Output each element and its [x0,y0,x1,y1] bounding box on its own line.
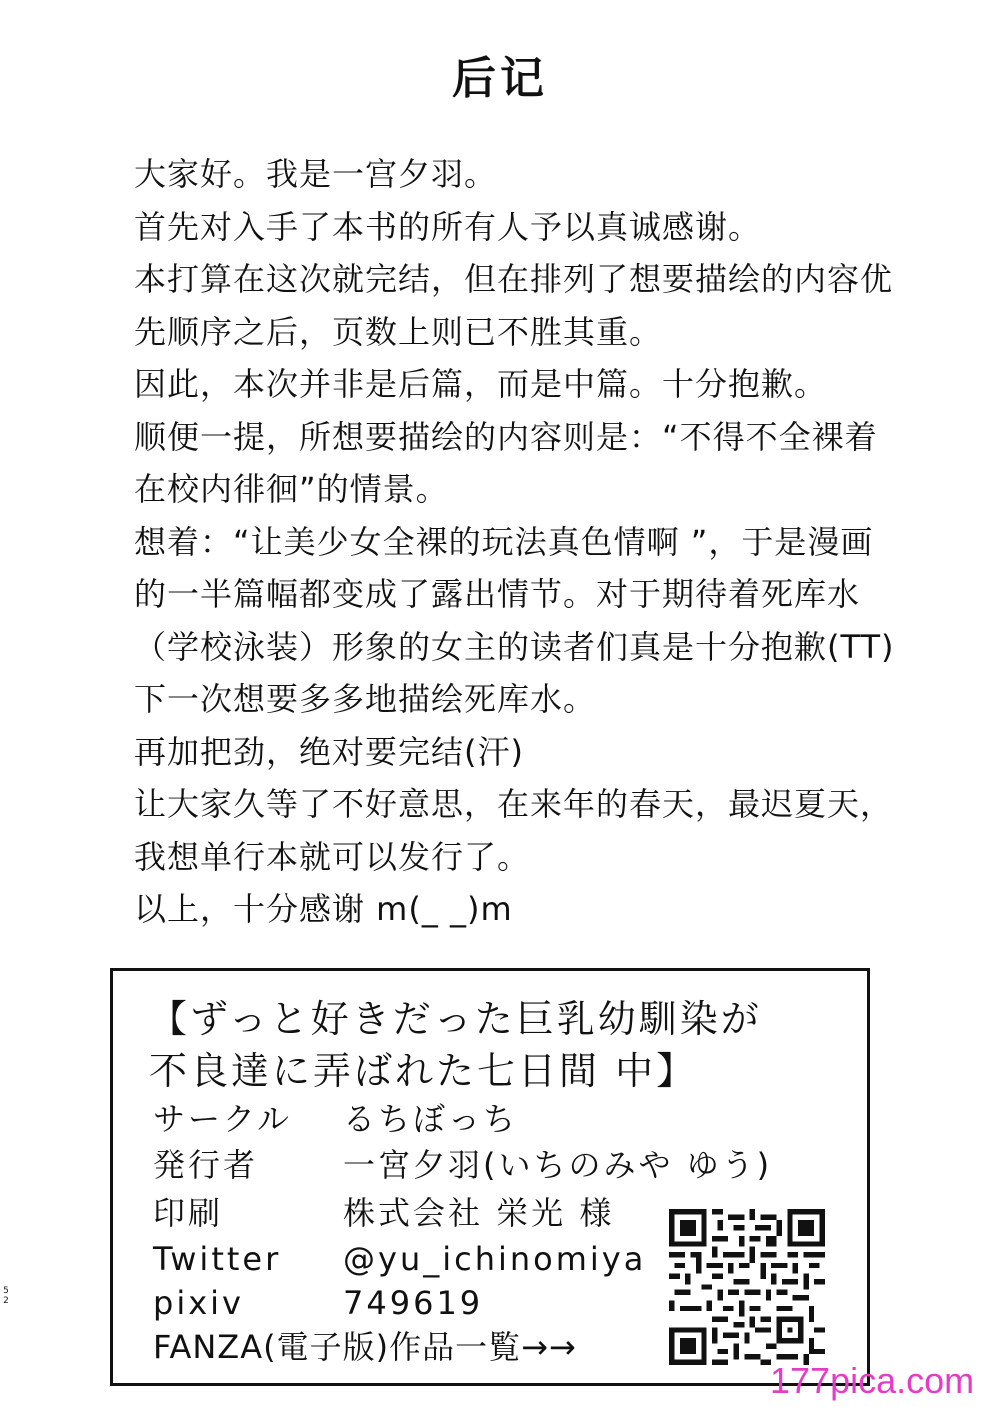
book-title-line: 不良達に弄ばれた七日間 中】 [149,1049,698,1093]
colophon-box [110,968,870,1386]
colophon-value: 株式会社 栄光 様 [343,1194,615,1232]
qr-code-icon [669,1209,825,1365]
afterword-line: 在校内徘徊”的情景。 [134,470,449,508]
afterword-line: 本打算在这次就完结，但在排列了想要描绘的内容优 [134,260,894,298]
book-title [149,993,762,1097]
afterword-line: 想着：“让美少女全裸的玩法真色情啊 ”，于是漫画 [134,522,874,561]
colophon-label: Twitter [153,1240,282,1278]
twitter-handle: @yu_ichinomiya [343,1240,647,1278]
afterword-line: 下一次想要多多地描绘死库水。 [134,680,597,718]
afterword-line: 的一半篇幅都变成了露出情节。对于期待着死库水 [134,575,861,613]
colophon-row-twitter [153,1239,646,1279]
afterword-line: 首先对入手了本书的所有人予以真诚感谢。 [134,207,762,246]
afterword-line: 再加把劲，绝对要完结(汗) [134,732,524,771]
afterword-line: 我想单行本就可以发行了。 [134,837,531,876]
pixiv-id: 749619 [343,1284,484,1322]
afterword-line: 大家好。我是一宫夕羽。 [134,155,498,193]
watermark: 177pica.com [770,1360,975,1401]
afterword-line: 让大家久等了不好意思，在来年的春天，最迟夏天， [134,785,894,823]
colophon-row-pixiv [153,1283,483,1323]
colophon-label: 印刷 [153,1194,224,1232]
afterword-text [134,148,974,936]
colophon-row-publisher [153,1145,772,1185]
colophon-value: 一宮夕羽(いちのみや ゆう) [343,1146,773,1184]
colophon-row-printer [153,1193,614,1233]
afterword-line: 因此，本次并非是后篇，而是中篇。十分抱歉。 [134,365,828,403]
colophon-row-circle [153,1099,518,1139]
colophon-value: るちぼっち [343,1100,519,1138]
afterword-line: （学校泳装）形象的女主的读者们真是十分抱歉(TT) [134,627,895,666]
colophon-label: pixiv [153,1284,244,1322]
colophon-label: 発行者 [153,1146,259,1184]
page-number: 5 2 [3,1286,9,1306]
page-title: 后记 [452,53,548,104]
colophon-label: FANZA(電子版)作品一覧→→ [153,1328,577,1366]
colophon-row-fanza [153,1327,577,1367]
afterword-line: 先顺序之后，页数上则已不胜其重。 [134,312,663,351]
colophon-label: サークル [153,1100,293,1138]
book-title-line: 【ずっと好きだった巨乳幼馴染が [149,997,762,1041]
afterword-line: 以上，十分感谢 m(_ _)m [134,890,513,928]
afterword-line: 顺便一提，所想要描绘的内容则是：“不得不全裸着 [134,417,878,456]
